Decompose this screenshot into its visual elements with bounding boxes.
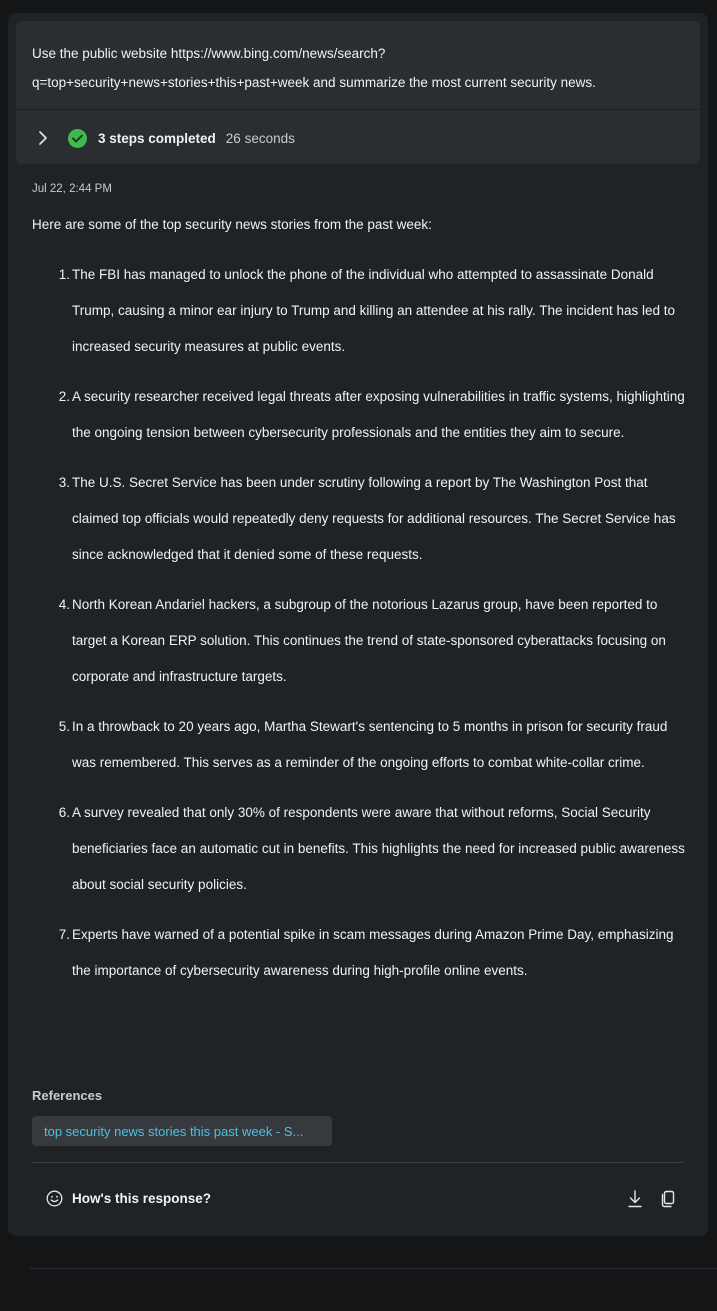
prompt-divider	[16, 109, 700, 110]
list-item-text: A security researcher received legal threats after exposing vulnerabilities in traffic systems, highlighting the ongoing tension between cybersecurity professionals and the entities they aim to secure.	[72, 389, 685, 440]
response-timestamp: Jul 22, 2:44 PM	[32, 183, 112, 195]
news-list	[32, 257, 692, 1003]
list-item	[32, 709, 692, 781]
list-item-number: 3.	[58, 475, 70, 490]
response-actions	[612, 1189, 678, 1209]
list-item-number: 6.	[58, 805, 70, 820]
footer-divider	[32, 1162, 684, 1163]
copy-icon[interactable]	[658, 1189, 678, 1209]
list-item-text: A survey revealed that only 30% of respondents were aware that without reforms, Social Security beneficiaries face an automatic cut in benefits. This highlights the need for increased public awareness about social security policies.	[72, 805, 685, 892]
chevron-right-icon[interactable]	[32, 127, 54, 149]
list-item	[32, 587, 692, 695]
page-divider	[30, 1268, 717, 1269]
list-item-text: The U.S. Secret Service has been under scrutiny following a report by The Washington Post that claimed top officials would repeatedly deny requests for additional resources. The Secret Service has since acknowledged that it denied some of these requests.	[72, 475, 676, 562]
list-item	[32, 465, 692, 573]
response-intro: Here are some of the top security news stories from the past week:	[32, 217, 432, 232]
feedback-label: How's this response?	[72, 1190, 211, 1206]
list-item-number: 4.	[58, 597, 70, 612]
download-icon[interactable]	[625, 1189, 645, 1209]
prompt-box	[16, 21, 700, 164]
steps-label: 3 steps completed	[98, 130, 216, 146]
steps-summary[interactable]	[32, 127, 295, 149]
reference-link[interactable]: top security news stories this past week - S...	[32, 1116, 332, 1146]
steps-duration: 26 seconds	[225, 130, 295, 146]
list-item-number: 1.	[58, 267, 70, 282]
list-item-text: North Korean Andariel hackers, a subgroup of the notorious Lazarus group, have been reported to target a Korean ERP solution. This continues the trend of state-sponsored cyberattacks focusing on corporate and infrastructure targets.	[72, 597, 666, 684]
smile-icon	[46, 1189, 64, 1207]
list-item-text: Experts have warned of a potential spike in scam messages during Amazon Prime Day, emphasizing the importance of cybersecurity awareness during high-profile online events.	[72, 927, 674, 978]
check-circle-icon	[68, 129, 87, 148]
list-item	[32, 379, 692, 451]
references-label: References	[32, 1088, 103, 1103]
list-item-text: In a throwback to 20 years ago, Martha Stewart's sentencing to 5 months in prison for security fraud was remembered. This serves as a reminder of the ongoing efforts to combat white-collar crime.	[72, 719, 668, 770]
list-item-number: 5.	[58, 719, 70, 734]
list-item	[32, 917, 692, 989]
list-item-number: 2.	[58, 389, 70, 404]
prompt-text	[32, 39, 672, 97]
list-item	[32, 795, 692, 903]
list-item-number: 7.	[58, 927, 70, 942]
list-item-text: The FBI has managed to unlock the phone of the individual who attempted to assassinate Donald Trump, causing a minor ear injury to Trump and killing an attendee at his rally. The incident has led to increased security measures at public events.	[72, 267, 676, 354]
prompt-line-1: Use the public website https://www.bing.com/news/search?	[32, 46, 386, 61]
list-item	[32, 257, 692, 365]
response-card	[8, 13, 708, 1236]
prompt-line-2: q=top+security+news+stories+this+past+week and summarize the most current security news.	[32, 75, 596, 90]
feedback-prompt[interactable]	[46, 1189, 211, 1207]
